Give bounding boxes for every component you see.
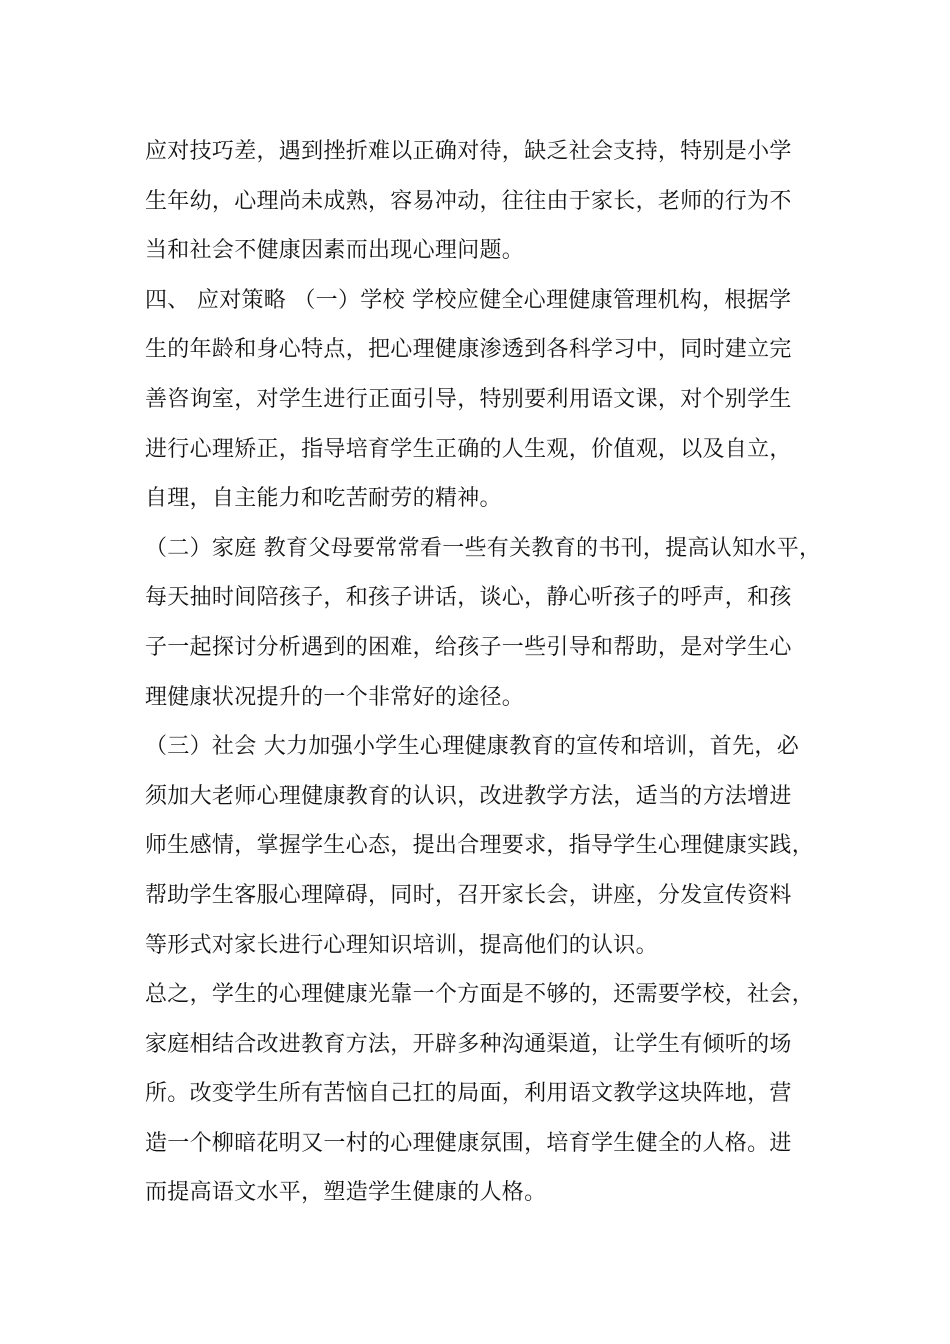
text-line: 而提高语文水平，塑造学生健康的人格。 xyxy=(145,1180,547,1206)
text-line: 每天抽时间陪孩子，和孩子讲话，谈心，静心听孩子的呼声，和孩 xyxy=(145,585,792,611)
text-line: （三）社会 大力加强小学生心理健康教育的宣传和培训，首先，必 xyxy=(145,734,799,760)
text-line: 应对技巧差，遇到挫折难以正确对待，缺乏社会支持，特别是小学 xyxy=(145,139,792,164)
text-line: 总之，学生的心理健康光靠一个方面是不够的，还需要学校，社会， xyxy=(145,982,815,1008)
text-line: 生年幼，心理尚未成熟，容易冲动，往往由于家长，老师的行为不 xyxy=(145,188,792,214)
body-text xyxy=(145,132,825,1223)
text-line: 所。改变学生所有苦恼自己扛的局面，利用语文教学这块阵地，营 xyxy=(145,1081,792,1107)
text-line: 当和社会不健康因素而出现心理问题。 xyxy=(145,238,525,264)
text-line: 子一起探讨分析遇到的困难，给孩子一些引导和帮助，是对学生心 xyxy=(145,634,792,660)
text-line: 四、 应对策略 （一）学校 学校应健全心理健康管理机构，根据学 xyxy=(145,287,792,313)
text-line: 家庭相结合改进教育方法，开辟多种沟通渠道，让学生有倾听的场 xyxy=(145,1031,792,1057)
text-line: 进行心理矫正，指导培育学生正确的人生观，价值观，以及自立， xyxy=(145,436,792,462)
text-line: 生的年龄和身心特点，把心理健康渗透到各科学习中，同时建立完 xyxy=(145,337,792,363)
text-line: （二）家庭 教育父母要常常看一些有关教育的书刊，提高认知水平， xyxy=(145,535,822,561)
text-line: 等形式对家长进行心理知识培训，提高他们的认识。 xyxy=(145,932,658,958)
text-line: 自理，自主能力和吃苦耐劳的精神。 xyxy=(145,486,502,512)
text-line: 师生感情，掌握学生心态，提出合理要求，指导学生心理健康实践， xyxy=(145,833,815,859)
text-line: 帮助学生客服心理障碍，同时，召开家长会，讲座，分发宣传资料 xyxy=(145,882,792,908)
text-line: 善咨询室，对学生进行正面引导，特别要利用语文课，对个别学生 xyxy=(145,386,792,412)
text-line: 造一个柳暗花明又一村的心理健康氛围，培育学生健全的人格。进 xyxy=(145,1130,792,1156)
text-line: 理健康状况提升的一个非常好的途径。 xyxy=(145,684,525,710)
text-line: 须加大老师心理健康教育的认识，改进教学方法，适当的方法增进 xyxy=(145,783,792,809)
